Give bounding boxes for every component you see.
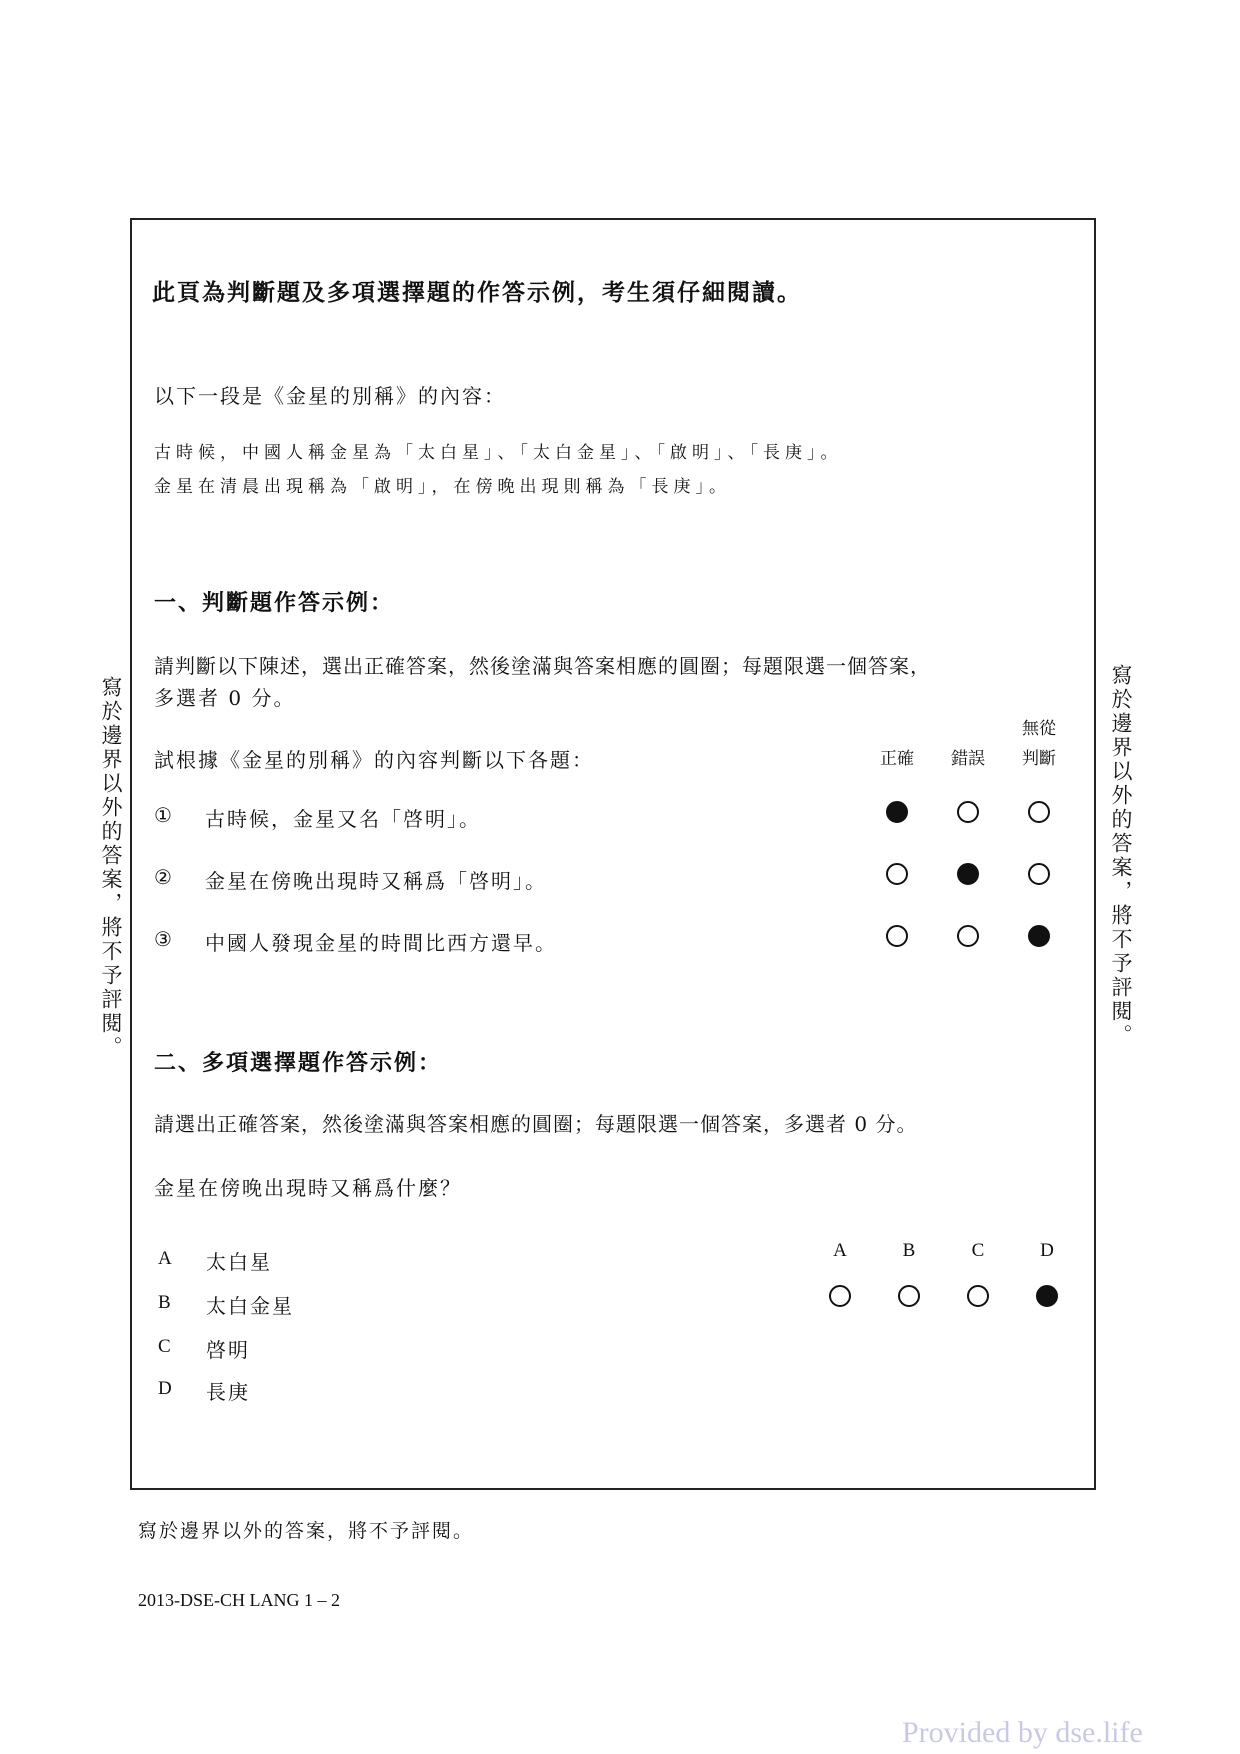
section2-question: 金星在傍晚出現時又稱爲什麼？ — [154, 1176, 462, 1200]
tf-2-wrong-bubble[interactable] — [957, 863, 979, 885]
mc-option-d-bubble[interactable] — [1036, 1285, 1058, 1307]
mc-col-c-label: C — [971, 1240, 985, 1261]
mc-option-b-bubble[interactable] — [898, 1285, 920, 1307]
page-title: 此頁為判斷題及多項選擇題的作答示例，考生須仔細閱讀。 — [152, 280, 802, 306]
tf-item-3-text: 中國人發現金星的時間比西方還早。 — [205, 931, 557, 955]
tf-1-correct-bubble[interactable] — [886, 801, 908, 823]
tf-item-2-text: 金星在傍晚出現時又稱爲「啓明」。 — [205, 869, 547, 893]
tf-2-correct-bubble[interactable] — [886, 863, 908, 885]
mc-col-d-label: D — [1040, 1240, 1054, 1261]
passage-line-2: 金星在清晨出現稱為「啟明」，在傍晚出現則稱為「長庚」。 — [154, 477, 731, 497]
section1-prompt: 試根據《金星的別稱》的內容判斷以下各題： — [154, 748, 594, 772]
tf-3-cannot-judge-bubble[interactable] — [1028, 925, 1050, 947]
section1-instruction-line-2: 多選者 0 分。 — [154, 686, 296, 710]
option-c-letter: C — [158, 1336, 171, 1357]
col-label-correct: 正確 — [880, 749, 914, 769]
section1-heading: 一、判斷題作答示例： — [154, 591, 395, 616]
mc-option-c-bubble[interactable] — [967, 1285, 989, 1307]
tf-3-correct-bubble[interactable] — [886, 925, 908, 947]
tf-item-1-number: ① — [154, 803, 174, 827]
section1-instruction-line-1: 請判斷以下陳述，選出正確答案，然後塗滿與答案相應的圓圈；每題限選一個答案， — [154, 654, 931, 678]
tf-item-1-text: 古時候，金星又名「啓明」。 — [205, 807, 481, 831]
intro-text: 以下一段是《金星的別稱》的內容： — [154, 384, 506, 408]
tf-item-2-number: ② — [154, 865, 174, 889]
right-margin-note: 寫於邊界以外的答案，將不予評閱。 — [1109, 664, 1133, 1048]
col-label-wrong: 錯誤 — [951, 749, 985, 769]
option-d-letter: D — [158, 1378, 172, 1399]
col-label-cannot-judge-top: 無從 — [1022, 719, 1056, 739]
tf-3-wrong-bubble[interactable] — [957, 925, 979, 947]
mc-col-b-label: B — [902, 1240, 916, 1261]
option-c-text: 啓明 — [206, 1338, 250, 1362]
tf-1-wrong-bubble[interactable] — [957, 801, 979, 823]
left-margin-note: 寫於邊界以外的答案，將不予評閱。 — [99, 676, 123, 1060]
col-label-cannot-judge-bottom: 判斷 — [1022, 749, 1056, 769]
section2-heading: 二、多項選擇題作答示例： — [154, 1051, 443, 1076]
option-a-text: 太白星 — [206, 1250, 272, 1274]
bottom-margin-note: 寫於邊界以外的答案，將不予評閱。 — [138, 1520, 475, 1542]
passage-line-1: 古時候，中國人稱金星為「太白星」、「太白金星」、「啟明」、「長庚」。 — [154, 443, 843, 463]
mc-option-a-bubble[interactable] — [829, 1285, 851, 1307]
tf-1-cannot-judge-bubble[interactable] — [1028, 801, 1050, 823]
tf-2-cannot-judge-bubble[interactable] — [1028, 863, 1050, 885]
section2-instruction: 請選出正確答案，然後塗滿與答案相應的圓圈；每題限選一個答案，多選者 0 分。 — [154, 1112, 918, 1136]
option-d-text: 長庚 — [206, 1380, 250, 1404]
option-a-letter: A — [158, 1248, 172, 1269]
option-b-text: 太白金星 — [206, 1294, 294, 1318]
footer-code: 2013-DSE-CH LANG 1 – 2 — [138, 1590, 340, 1610]
tf-item-3-number: ③ — [154, 927, 174, 951]
watermark: Provided by dse.life — [902, 1716, 1143, 1749]
mc-col-a-label: A — [833, 1240, 847, 1261]
option-b-letter: B — [158, 1292, 171, 1313]
